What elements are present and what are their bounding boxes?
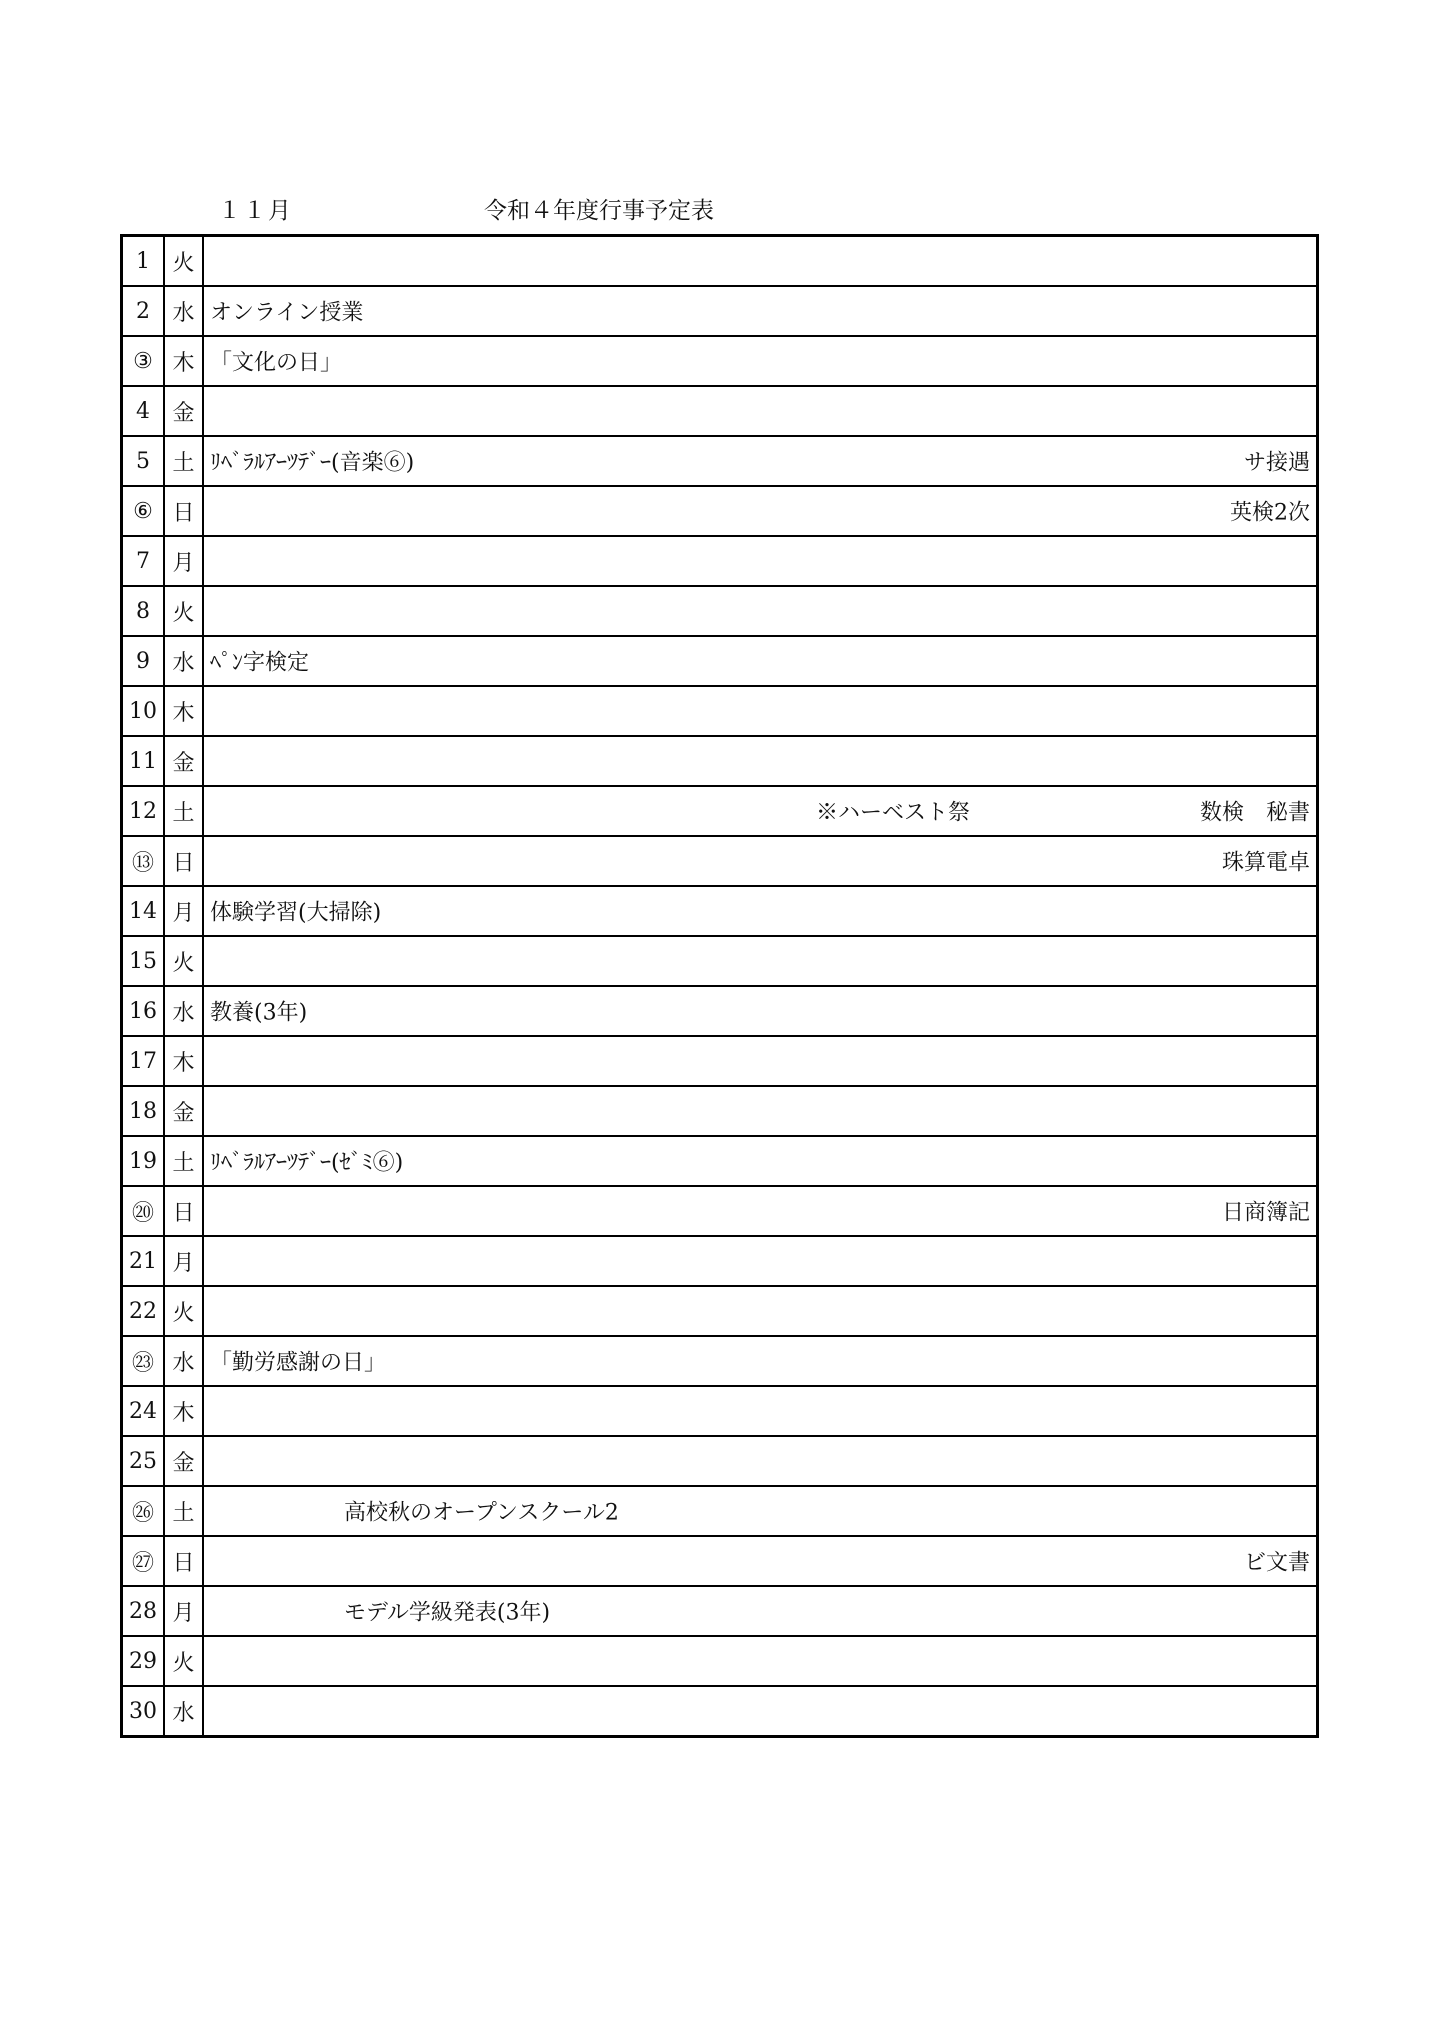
- event-cell: [203, 1586, 1318, 1636]
- day-number: 5: [122, 436, 165, 486]
- event-cell: [203, 1286, 1318, 1336]
- exam-text: 英検2次: [1230, 500, 1310, 526]
- schedule-row: [122, 1686, 1318, 1737]
- weekday: 土: [164, 1486, 203, 1536]
- weekday: 木: [164, 1386, 203, 1436]
- event-cell: [203, 386, 1318, 436]
- day-number: 11: [122, 736, 165, 786]
- schedule-row: [122, 1486, 1318, 1536]
- schedule-row: [122, 386, 1318, 436]
- event-cell: [203, 886, 1318, 936]
- weekday: 金: [164, 386, 203, 436]
- event-cell: [203, 486, 1318, 536]
- event-cell: [203, 736, 1318, 786]
- schedule-row: [122, 986, 1318, 1036]
- day-number: ⑬: [122, 836, 165, 886]
- day-number: 30: [122, 1686, 165, 1737]
- event-text: 教養(3年): [210, 1000, 308, 1026]
- schedule-row: [122, 586, 1318, 636]
- event-text-indented: モデル学級発表(3年): [344, 1600, 551, 1626]
- event-cell: [203, 1036, 1318, 1086]
- day-number: ⑳: [122, 1186, 165, 1236]
- document-header: [0, 192, 1433, 228]
- exam-text: 数検 秘書: [1199, 800, 1310, 826]
- event-cell: [203, 986, 1318, 1036]
- month-label: １１月: [218, 198, 293, 224]
- event-text-center: ※ハーベスト祭: [816, 800, 971, 826]
- day-number: 7: [122, 536, 165, 586]
- event-text: ﾍﾟﾝ字検定: [210, 650, 310, 676]
- exam-text: ビ文書: [1243, 1550, 1310, 1576]
- day-number: 2: [122, 286, 165, 336]
- schedule-row: [122, 1636, 1318, 1686]
- day-number: 24: [122, 1386, 165, 1436]
- day-number: ㉗: [122, 1536, 165, 1586]
- event-cell: [203, 1436, 1318, 1486]
- day-number: 21: [122, 1236, 165, 1286]
- schedule-row: [122, 1586, 1318, 1636]
- schedule-row: [122, 1036, 1318, 1086]
- schedule-body: [122, 236, 1318, 1737]
- schedule-row: [122, 1286, 1318, 1336]
- event-cell: [203, 436, 1318, 486]
- day-number: ③: [122, 336, 165, 386]
- event-cell: [203, 1136, 1318, 1186]
- day-number: ㉓: [122, 1336, 165, 1386]
- schedule-row: [122, 686, 1318, 736]
- weekday: 土: [164, 1136, 203, 1186]
- day-number: 1: [122, 236, 165, 287]
- weekday: 水: [164, 1336, 203, 1386]
- exam-text: サ接遇: [1243, 450, 1310, 476]
- weekday: 月: [164, 1586, 203, 1636]
- day-number: 19: [122, 1136, 165, 1186]
- weekday: 月: [164, 536, 203, 586]
- schedule-table: [120, 234, 1319, 1738]
- schedule-row: [122, 1536, 1318, 1586]
- schedule-row: [122, 1236, 1318, 1286]
- weekday: 火: [164, 1286, 203, 1336]
- schedule-row: [122, 236, 1318, 287]
- exam-text: 珠算電卓: [1221, 850, 1310, 876]
- day-number: 8: [122, 586, 165, 636]
- schedule-row: [122, 1186, 1318, 1236]
- event-cell: [203, 1536, 1318, 1586]
- document-title: 令和４年度行事予定表: [484, 198, 714, 224]
- day-number: 18: [122, 1086, 165, 1136]
- weekday: 金: [164, 1086, 203, 1136]
- weekday: 金: [164, 1436, 203, 1486]
- weekday: 日: [164, 1186, 203, 1236]
- day-number: 12: [122, 786, 165, 836]
- day-number: 28: [122, 1586, 165, 1636]
- day-number: 15: [122, 936, 165, 986]
- event-cell: [203, 636, 1318, 686]
- event-cell: [203, 336, 1318, 386]
- day-number: 9: [122, 636, 165, 686]
- weekday: 月: [164, 886, 203, 936]
- schedule-row: [122, 786, 1318, 836]
- event-text-indented: 高校秋のオープンスクール2: [344, 1500, 619, 1526]
- schedule-row: [122, 336, 1318, 386]
- day-number: 14: [122, 886, 165, 936]
- schedule-row: [122, 486, 1318, 536]
- event-cell: [203, 786, 1318, 836]
- schedule-row: [122, 1386, 1318, 1436]
- event-text: 「勤労感謝の日」: [210, 1350, 387, 1376]
- day-number: 29: [122, 1636, 165, 1686]
- schedule-row: [122, 1136, 1318, 1186]
- weekday: 日: [164, 1536, 203, 1586]
- event-cell: [203, 1386, 1318, 1436]
- schedule-row: [122, 1086, 1318, 1136]
- day-number: 25: [122, 1436, 165, 1486]
- day-number: 4: [122, 386, 165, 436]
- event-cell: [203, 1186, 1318, 1236]
- event-cell: [203, 686, 1318, 736]
- weekday: 水: [164, 636, 203, 686]
- event-text: ﾘﾍﾞﾗﾙｱｰﾂﾃﾞｰ(音楽⑥): [210, 450, 415, 476]
- event-text: 体験学習(大掃除): [210, 900, 382, 926]
- schedule-row: [122, 536, 1318, 586]
- event-cell: [203, 536, 1318, 586]
- event-cell: [203, 236, 1318, 287]
- event-cell: [203, 1636, 1318, 1686]
- weekday: 木: [164, 686, 203, 736]
- day-number: ⑥: [122, 486, 165, 536]
- day-number: 16: [122, 986, 165, 1036]
- event-cell: [203, 286, 1318, 336]
- day-number: ㉖: [122, 1486, 165, 1536]
- day-number: 22: [122, 1286, 165, 1336]
- weekday: 金: [164, 736, 203, 786]
- schedule-row: [122, 936, 1318, 986]
- event-cell: [203, 1486, 1318, 1536]
- event-cell: [203, 836, 1318, 886]
- event-cell: [203, 1086, 1318, 1136]
- schedule-row: [122, 436, 1318, 486]
- schedule-row: [122, 1436, 1318, 1486]
- event-text: オンライン授業: [210, 300, 364, 326]
- event-cell: [203, 1336, 1318, 1386]
- weekday: 水: [164, 986, 203, 1036]
- weekday: 火: [164, 936, 203, 986]
- weekday: 木: [164, 336, 203, 386]
- exam-text: 日商簿記: [1221, 1200, 1310, 1226]
- weekday: 土: [164, 786, 203, 836]
- day-number: 10: [122, 686, 165, 736]
- event-cell: [203, 586, 1318, 636]
- weekday: 日: [164, 836, 203, 886]
- event-text: ﾘﾍﾞﾗﾙｱｰﾂﾃﾞｰ(ｾﾞﾐ⑥): [210, 1150, 404, 1176]
- weekday: 水: [164, 1686, 203, 1737]
- weekday: 日: [164, 486, 203, 536]
- event-text: 「文化の日」: [210, 350, 343, 376]
- event-cell: [203, 1236, 1318, 1286]
- event-cell: [203, 936, 1318, 986]
- schedule-row: [122, 286, 1318, 336]
- weekday: 火: [164, 586, 203, 636]
- weekday: 月: [164, 1236, 203, 1286]
- weekday: 土: [164, 436, 203, 486]
- event-cell: [203, 1686, 1318, 1737]
- schedule-row: [122, 886, 1318, 936]
- schedule-row: [122, 636, 1318, 686]
- schedule-row: [122, 736, 1318, 786]
- weekday: 水: [164, 286, 203, 336]
- schedule-row: [122, 1336, 1318, 1386]
- day-number: 17: [122, 1036, 165, 1086]
- schedule-row: [122, 836, 1318, 886]
- weekday: 火: [164, 236, 203, 287]
- weekday: 木: [164, 1036, 203, 1086]
- weekday: 火: [164, 1636, 203, 1686]
